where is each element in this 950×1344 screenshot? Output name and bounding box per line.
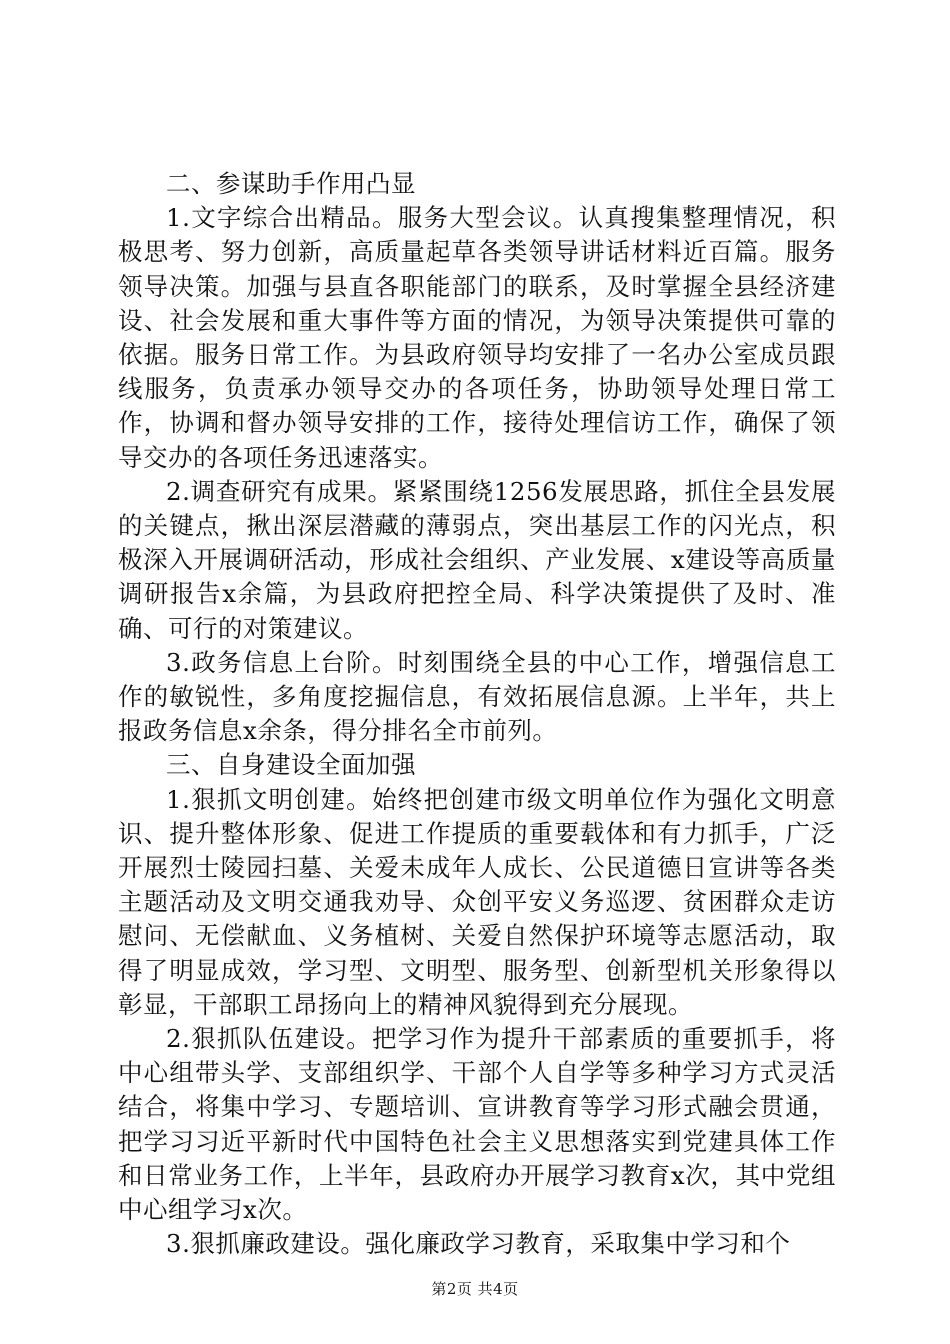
- page-footer: 第2页 共4页: [431, 1280, 519, 1298]
- section-heading-3: 三、自身建设全面加强: [166, 750, 416, 780]
- section-heading-2: 二、参谋助手作用凸显: [166, 169, 416, 198]
- document-body: [118, 167, 836, 1262]
- paragraph-writing: 1.文字综合出精品。服务大型会议。认真搜集整理情况，积极思考、努力创新，高质量起草各类领导讲话材料近百篇。服务领导决策。加强与县直各职能部门的联系，及时掌握全县经济建设、社会发展和重大事件等方面的情况，为领导决策提供可靠的依据。服务日常工作。为县政府领导均安排了一名办公室成员跟线服务，负责承办领导交办的各项任务，协助领导处理日常工作，协调和督办领导安排的工作，接待处理信访工作，确保了领导交办的各项任务迅速落实。: [118, 203, 836, 472]
- paragraph-civilization: 1.狠抓文明创建。始终把创建市级文明单位作为强化文明意识、提升整体形象、促进工作提质的重要载体和有力抓手，广泛开展烈士陵园扫墓、关爱未成年人成长、公民道德日宣讲等各类主题活动及文明交通我劝导、众创平安义务巡逻、贫困群众走访慰问、无偿献血、义务植树、关爱自然保护环境等志愿活动，取得了明显成效，学习型、文明型、服务型、创新型机关形象得以彰显，干部职工昂扬向上的精神风貌得到充分展现。: [118, 784, 836, 1019]
- paragraph-information: 3.政务信息上台阶。时刻围绕全县的中心工作，增强信息工作的敏锐性，多角度挖掘信息，有效拓展信息源。上半年，共上报政务信息x余条，得分排名全市前列。: [118, 647, 836, 746]
- paragraph-research: 2.调查研究有成果。紧紧围绕1256发展思路，抓住全县发展的关键点，揪出深层潜藏的薄弱点，突出基层工作的闪光点，积极深入开展调研活动，形成社会组织、产业发展、x建设等高质量调研报告x余篇，为县政府把控全局、科学决策提供了及时、准确、可行的对策建议。: [118, 476, 836, 643]
- paragraph-team-building: 2.狠抓队伍建设。把学习作为提升干部素质的重要抓手，将中心组带头学、支部组织学、干部个人自学等多种学习方式灵活结合，将集中学习、专题培训、宣讲教育等学习形式融会贯通，把学习习近平新时代中国特色社会主义思想落实到党建具体工作和日常业务工作，上半年，县政府办开展学习教育x次，其中党组中心组学习x次。: [118, 1024, 836, 1225]
- paragraph-integrity: 3.狠抓廉政建设。强化廉政学习教育，采取集中学习和个: [166, 1229, 791, 1259]
